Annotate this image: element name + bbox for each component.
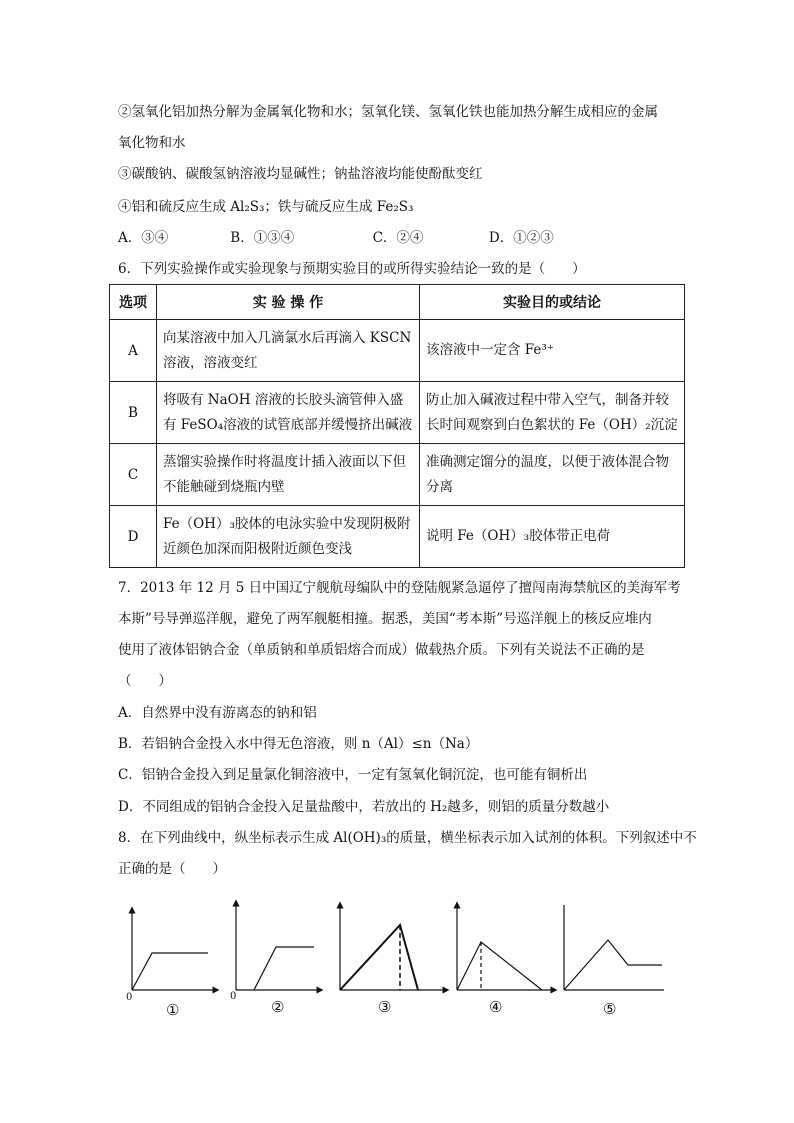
graph-5 <box>564 905 664 990</box>
graph-4-label: ④ <box>489 998 503 1016</box>
graph-2 <box>236 903 320 990</box>
table-row <box>110 382 685 444</box>
intro-line-4: ④铝和硫反应生成 Al₂S₃；铁与硫反应生成 Fe₂S₃ <box>118 199 414 215</box>
row-result: 该溶液中一定含 Fe³⁺ <box>420 320 685 382</box>
row-operation: 蒸馏实验操作时将温度计插入液面以下但不能触碰到烧瓶内壁 <box>157 444 420 506</box>
graph-3 <box>340 905 446 990</box>
q7-option-c: C．铝钠合金投入到足量氯化铜溶液中，一定有氢氧化铜沉淀，也可能有铜析出 <box>118 767 588 783</box>
table-header-row <box>110 285 685 320</box>
intro-line-2: 氧化物和水 <box>118 135 186 151</box>
q7-line-2: 本斯”号导弹巡洋舰，避免了两军舰艇相撞。据悉，美国“考本斯”号巡洋舰上的核反应堆内 <box>118 611 652 627</box>
row-option: D <box>110 506 157 568</box>
row-result: 准确测定馏分的温度，以便于液体混合物分离 <box>420 444 685 506</box>
table-row <box>110 320 685 382</box>
row-option: C <box>110 444 157 506</box>
graph-2-origin: 0 <box>230 991 237 1002</box>
row-operation: Fe（OH）₃胶体的电泳实验中发现阴极附近颜色加深而阳极附近颜色变浅 <box>157 506 420 568</box>
q7-option-a: A．自然界中没有游离态的钠和铝 <box>118 705 317 721</box>
row-result: 防止加入碱液过程中带入空气，制备并较长时间观察到白色絮状的 Fe（OH）₂沉淀 <box>420 382 685 444</box>
q6-stem: 6．下列实验操作或实验现象与预期实验目的或所得实验结论一致的是（ ） <box>118 261 586 277</box>
table-row <box>110 506 685 568</box>
q5-option-c: C．②④ <box>372 230 424 246</box>
q8-line-2: 正确的是（ ） <box>118 861 226 877</box>
q7-line-1: 7．2013 年 12 月 5 日中国辽宁舰航母编队中的登陆舰紧急逼停了擅闯南海禁航区的美海军考 <box>118 580 681 596</box>
graph-1 <box>132 910 216 990</box>
intro-line-3: ③碳酸钠、碳酸氢钠溶液均显碱性；钠盐溶液均能使酚酞变红 <box>118 166 483 182</box>
header-option: 选项 <box>110 285 157 320</box>
q5-option-d: D．①②③ <box>488 230 554 246</box>
row-operation: 向某溶液中加入几滴氯水后再滴入 KSCN 溶液，溶液变红 <box>157 320 420 382</box>
row-option: A <box>110 320 157 382</box>
q7-option-b: B．若铝钠合金投入水中得无色溶液，则 n（Al）≤n（Na） <box>118 736 479 752</box>
q7-line-4: （ ） <box>118 673 172 689</box>
row-option: B <box>110 382 157 444</box>
header-result: 实验目的或结论 <box>420 285 685 320</box>
graph-1-label: ① <box>166 1001 180 1019</box>
q7-line-3: 使用了液体铝钠合金（单质钠和单质铝熔合而成）做载热介质。下列有关说法不正确的是 <box>118 642 645 658</box>
experiment-table <box>109 284 685 568</box>
graph-1-origin: 0 <box>126 992 133 1003</box>
row-result: 说明 Fe（OH）₃胶体带正电荷 <box>420 506 685 568</box>
graph-3-label: ③ <box>378 998 392 1016</box>
graph-5-label: ⑤ <box>603 1000 617 1018</box>
q8-line-1: 8．在下列曲线中，纵坐标表示生成 Al(OH)₃的质量，横坐标表示加入试剂的体积。下列叙述中不 <box>118 830 697 846</box>
row-operation: 将吸有 NaOH 溶液的长胶头滴管伸入盛有 FeSO₄溶液的试管底部并缓慢挤出碱液 <box>157 382 420 444</box>
table-row <box>110 444 685 506</box>
intro-line-1: ②氢氧化铝加热分解为金属氧化物和水；氢氧化镁、氢氧化铁也能加热分解生成相应的金属 <box>118 104 658 120</box>
q7-option-d: D．不同组成的铝钠合金投入足量盐酸中，若放出的 H₂越多，则铝的质量分数越小 <box>118 799 610 815</box>
q5-option-b: B．①③④ <box>230 230 295 246</box>
header-operation: 实 验 操 作 <box>157 285 420 320</box>
graph-4 <box>457 905 554 990</box>
q8-graphs <box>118 895 678 1025</box>
q5-option-a: A．③④ <box>118 230 169 246</box>
graph-2-label: ② <box>271 998 285 1016</box>
q5-options <box>118 228 554 248</box>
